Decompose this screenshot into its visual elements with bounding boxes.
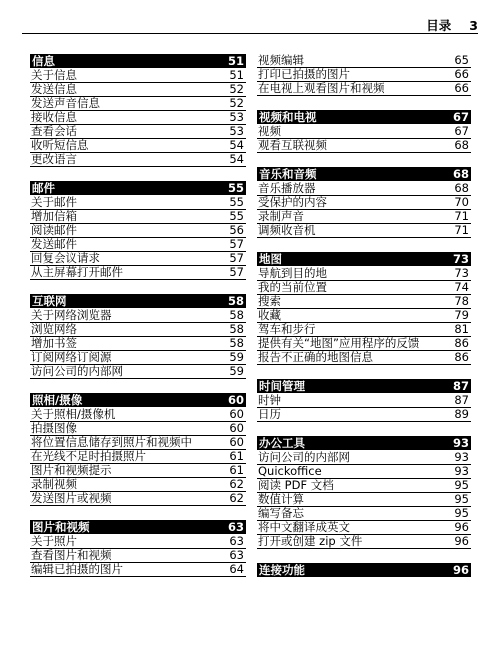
- toc-entry[interactable]: [30, 492, 246, 506]
- toc-entry-label: Quickoffice: [258, 464, 322, 478]
- toc-entry[interactable]: [257, 323, 471, 337]
- toc-entry-label: 受保护的内容: [258, 195, 327, 209]
- toc-entry[interactable]: [30, 323, 246, 337]
- toc-entry-label: 回复会议请求: [31, 251, 100, 265]
- toc-entry-page: 63: [229, 548, 244, 562]
- toc-entry-label: 日历: [258, 407, 281, 421]
- toc-entry-page: 96: [454, 534, 469, 548]
- toc-entry[interactable]: [30, 365, 246, 379]
- toc-column-left: [30, 54, 246, 591]
- section-page-number: 73: [452, 252, 469, 266]
- toc-entry-label: 视频编辑: [258, 53, 304, 67]
- toc-entry-page: 71: [454, 223, 469, 237]
- toc-entry-page: 66: [454, 67, 469, 81]
- toc-entry-label: 关于网络浏览器: [31, 308, 112, 322]
- toc-entry-label: 接收信息: [31, 110, 77, 124]
- toc-entry-label: 在电视上观看图片和视频: [258, 81, 385, 95]
- toc-entry-page: 60: [229, 421, 244, 435]
- toc-entry-page: 57: [229, 251, 244, 265]
- section-title: 音乐和音频: [259, 167, 317, 181]
- toc-entry-page: 54: [229, 152, 244, 166]
- toc-entry-label: 访问公司的内部网: [258, 450, 350, 464]
- section-page-number: 67: [452, 110, 469, 124]
- toc-entry-page: 58: [229, 322, 244, 336]
- toc-entry-page: 68: [454, 181, 469, 195]
- section-title: 信息: [32, 54, 55, 68]
- toc-entry[interactable]: [30, 478, 246, 492]
- toc-entry-page: 52: [229, 96, 244, 110]
- toc-entry-label: 关于邮件: [31, 195, 77, 209]
- toc-entry[interactable]: [257, 281, 471, 295]
- section-page-number: 68: [452, 167, 469, 181]
- toc-entry-label: 音乐播放器: [258, 181, 316, 195]
- toc-entry[interactable]: [257, 394, 471, 408]
- toc-section: [257, 54, 471, 96]
- toc-entry[interactable]: [30, 238, 246, 252]
- toc-entry-page: 53: [229, 124, 244, 138]
- toc-entry-label: 关于照相/摄像机: [31, 407, 116, 421]
- toc-entry[interactable]: [30, 351, 246, 365]
- toc-entry-label: 录制视频: [31, 477, 77, 491]
- toc-entry-label: 编辑已拍摄的图片: [31, 562, 123, 576]
- page-header: [0, 16, 478, 34]
- section-page-number: 51: [227, 54, 244, 68]
- toc-entry-page: 53: [229, 110, 244, 124]
- toc-entry[interactable]: [257, 295, 471, 309]
- toc-entry[interactable]: [30, 139, 246, 153]
- section-page-number: 55: [227, 181, 244, 195]
- toc-entry-label: 图片和视频提示: [31, 463, 112, 477]
- toc-entry-page: 73: [454, 266, 469, 280]
- toc-entry-label: 拍摄图像: [31, 421, 77, 435]
- toc-entry-label: 发送图片或视频: [31, 491, 112, 505]
- toc-entry-label: 打印已拍摄的图片: [258, 67, 350, 81]
- section-page-number: 93: [452, 436, 469, 450]
- section-heading[interactable]: [257, 252, 471, 266]
- section-title: 时间管理: [259, 379, 305, 393]
- section-title: 邮件: [32, 181, 55, 195]
- toc-entry-label: 我的当前位置: [258, 280, 327, 294]
- toc-entry-label: 视频: [258, 124, 281, 138]
- toc-entry-label: 从主屏幕打开邮件: [31, 265, 123, 279]
- toc-entry-label: 数值计算: [258, 492, 304, 506]
- toc-entry[interactable]: [257, 182, 471, 196]
- toc-entry-page: 62: [229, 477, 244, 491]
- section-heading[interactable]: [257, 110, 471, 124]
- toc-entry[interactable]: [257, 451, 471, 465]
- header-rule: [22, 33, 478, 34]
- toc-entry[interactable]: [257, 125, 471, 139]
- toc-entry[interactable]: [30, 422, 246, 436]
- toc-entry-page: 74: [454, 280, 469, 294]
- toc-entry-page: 66: [454, 81, 469, 95]
- toc-entry[interactable]: [257, 196, 471, 210]
- toc-entry-page: 52: [229, 82, 244, 96]
- toc-entry-label: 增加书签: [31, 336, 77, 350]
- toc-entry-page: 51: [229, 68, 244, 82]
- toc-entry[interactable]: [30, 337, 246, 351]
- toc-section: [257, 436, 471, 549]
- toc-section: [30, 520, 246, 577]
- section-page-number: 96: [452, 563, 469, 577]
- toc-entry-page: 59: [229, 364, 244, 378]
- toc-entry[interactable]: [30, 210, 246, 224]
- toc-entry-label: 编写备忘: [258, 506, 304, 520]
- toc-entry[interactable]: [30, 125, 246, 139]
- toc-entry-label: 访问公司的内部网: [31, 364, 123, 378]
- toc-entry-page: 70: [454, 195, 469, 209]
- section-heading[interactable]: [30, 294, 246, 308]
- toc-entry-label: 将中文翻译成英文: [258, 520, 350, 534]
- toc-entry-page: 93: [454, 464, 469, 478]
- toc-entry-page: 67: [454, 124, 469, 138]
- toc-entry-label: 发送邮件: [31, 237, 77, 251]
- toc-section: [30, 181, 246, 280]
- toc-entry[interactable]: [257, 309, 471, 323]
- toc-entry[interactable]: [30, 111, 246, 125]
- toc-entry[interactable]: [257, 535, 471, 549]
- toc-entry[interactable]: [30, 196, 246, 210]
- toc-entry-page: 96: [454, 520, 469, 534]
- toc-entry[interactable]: [30, 535, 246, 549]
- toc-entry-page: 95: [454, 506, 469, 520]
- toc-entry[interactable]: [30, 549, 246, 563]
- section-heading[interactable]: [30, 54, 246, 68]
- toc-entry-label: 观看互联视频: [258, 138, 327, 152]
- section-title: 互联网: [32, 294, 67, 308]
- section-title: 连接功能: [259, 563, 305, 577]
- toc-column-right: [257, 54, 471, 591]
- toc-entry-label: 时钟: [258, 393, 281, 407]
- toc-entry-label: 调频收音机: [258, 223, 316, 237]
- toc-entry-label: 发送信息: [31, 82, 77, 96]
- toc-entry[interactable]: [257, 507, 471, 521]
- toc-entry-page: 64: [229, 562, 244, 576]
- toc-entry-label: 提供有关“地图”应用程序的反馈: [258, 336, 420, 350]
- section-heading[interactable]: [30, 393, 246, 407]
- toc-entry-page: 63: [229, 534, 244, 548]
- header-page-number: 3: [469, 18, 478, 33]
- toc-entry-page: 55: [229, 195, 244, 209]
- toc-entry-label: 在光线不足时拍摄照片: [31, 449, 146, 463]
- toc-entry-page: 68: [454, 138, 469, 152]
- toc-entry-page: 58: [229, 336, 244, 350]
- toc-entry-label: 发送声音信息: [31, 96, 100, 110]
- toc-entry[interactable]: [30, 266, 246, 280]
- toc-entry-page: 60: [229, 407, 244, 421]
- section-title: 照相/摄像: [32, 393, 83, 407]
- toc-entry[interactable]: [30, 436, 246, 450]
- toc-entry-label: 将位置信息储存到照片和视频中: [31, 435, 192, 449]
- toc-entry[interactable]: [30, 450, 246, 464]
- toc-entry-label: 收听短信息: [31, 138, 89, 152]
- toc-entry[interactable]: [257, 210, 471, 224]
- toc-entry[interactable]: [257, 351, 471, 365]
- toc-entry-label: 增加信箱: [31, 209, 77, 223]
- toc-section: [30, 294, 246, 379]
- toc-entry-label: 驾车和步行: [258, 322, 316, 336]
- toc-entry[interactable]: [257, 521, 471, 535]
- toc-entry[interactable]: [30, 464, 246, 478]
- toc-entry-page: 81: [454, 322, 469, 336]
- toc-entry[interactable]: [257, 493, 471, 507]
- toc-entry[interactable]: [30, 69, 246, 83]
- toc-entry-page: 89: [454, 407, 469, 421]
- toc-entry[interactable]: [30, 408, 246, 422]
- toc-entry-page: 71: [454, 209, 469, 223]
- toc-entry-label: 更改语言: [31, 152, 77, 166]
- toc-entry-page: 86: [454, 350, 469, 364]
- toc-entry[interactable]: [257, 68, 471, 82]
- toc-entry[interactable]: [257, 224, 471, 238]
- toc-entry-label: 阅读 PDF 文档: [258, 478, 334, 492]
- header-title: 目录: [426, 18, 452, 33]
- section-title: 地图: [259, 252, 282, 266]
- section-page-number: 63: [227, 520, 244, 534]
- toc-entry[interactable]: [257, 408, 471, 422]
- toc-section: [30, 393, 246, 506]
- toc-entry-page: 95: [454, 492, 469, 506]
- toc-section: [257, 379, 471, 422]
- section-page-number: 60: [227, 393, 244, 407]
- toc-entry[interactable]: [257, 337, 471, 351]
- toc-entry-page: 55: [229, 209, 244, 223]
- toc-section: [30, 54, 246, 167]
- toc-entry-label: 录制声音: [258, 209, 304, 223]
- toc-entry-label: 收藏: [258, 308, 281, 322]
- toc-entry[interactable]: [257, 54, 471, 68]
- section-title: 图片和视频: [32, 520, 90, 534]
- toc-entry-page: 65: [454, 53, 469, 67]
- toc-entry[interactable]: [30, 252, 246, 266]
- section-heading[interactable]: [30, 181, 246, 195]
- toc-entry-page: 95: [454, 478, 469, 492]
- toc-entry-label: 打开或创建 zip 文件: [258, 534, 363, 548]
- toc-entry-page: 58: [229, 308, 244, 322]
- toc-entry-label: 查看会话: [31, 124, 77, 138]
- toc-entry[interactable]: [30, 563, 246, 577]
- section-heading[interactable]: [257, 563, 471, 577]
- toc-entry-page: 79: [454, 308, 469, 322]
- section-page-number: 87: [452, 379, 469, 393]
- section-heading[interactable]: [257, 379, 471, 393]
- toc-section: [257, 563, 471, 577]
- toc-entry-label: 查看图片和视频: [31, 548, 112, 562]
- toc-entry[interactable]: [30, 153, 246, 167]
- toc-entry[interactable]: [30, 224, 246, 238]
- section-heading[interactable]: [257, 167, 471, 181]
- toc-entry[interactable]: [257, 139, 471, 153]
- toc-entry[interactable]: [30, 97, 246, 111]
- toc-entry-page: 57: [229, 237, 244, 251]
- toc-entry[interactable]: [30, 83, 246, 97]
- toc-section: [257, 110, 471, 153]
- toc-entry[interactable]: [257, 465, 471, 479]
- toc-entry[interactable]: [257, 267, 471, 281]
- toc-entry-page: 54: [229, 138, 244, 152]
- toc-entry-label: 导航到目的地: [258, 266, 327, 280]
- toc-entry-page: 86: [454, 336, 469, 350]
- section-heading[interactable]: [257, 436, 471, 450]
- toc-entry-page: 60: [229, 435, 244, 449]
- toc-section: [257, 252, 471, 365]
- toc-entry-page: 57: [229, 265, 244, 279]
- toc-entry-label: 关于照片: [31, 534, 77, 548]
- section-title: 视频和电视: [259, 110, 317, 124]
- toc-entry-page: 59: [229, 350, 244, 364]
- toc-entry-label: 报告不正确的地图信息: [258, 350, 373, 364]
- section-page-number: 58: [227, 294, 244, 308]
- toc-entry[interactable]: [257, 479, 471, 493]
- toc-section: [257, 167, 471, 238]
- toc-entry-page: 78: [454, 294, 469, 308]
- toc-entry-label: 关于信息: [31, 68, 77, 82]
- toc-entry-label: 浏览网络: [31, 322, 77, 336]
- toc-entry[interactable]: [257, 82, 471, 96]
- section-title: 办公工具: [259, 436, 305, 450]
- toc-entry-page: 56: [229, 223, 244, 237]
- section-heading[interactable]: [30, 520, 246, 534]
- toc-entry[interactable]: [30, 309, 246, 323]
- toc-entry-label: 订阅网络订阅源: [31, 350, 112, 364]
- toc-entry-label: 阅读邮件: [31, 223, 77, 237]
- toc-entry-page: 62: [229, 491, 244, 505]
- toc-entry-label: 搜索: [258, 294, 281, 308]
- toc-entry-page: 61: [229, 463, 244, 477]
- toc-entry-page: 61: [229, 449, 244, 463]
- toc-entry-page: 87: [454, 393, 469, 407]
- toc-entry-page: 93: [454, 450, 469, 464]
